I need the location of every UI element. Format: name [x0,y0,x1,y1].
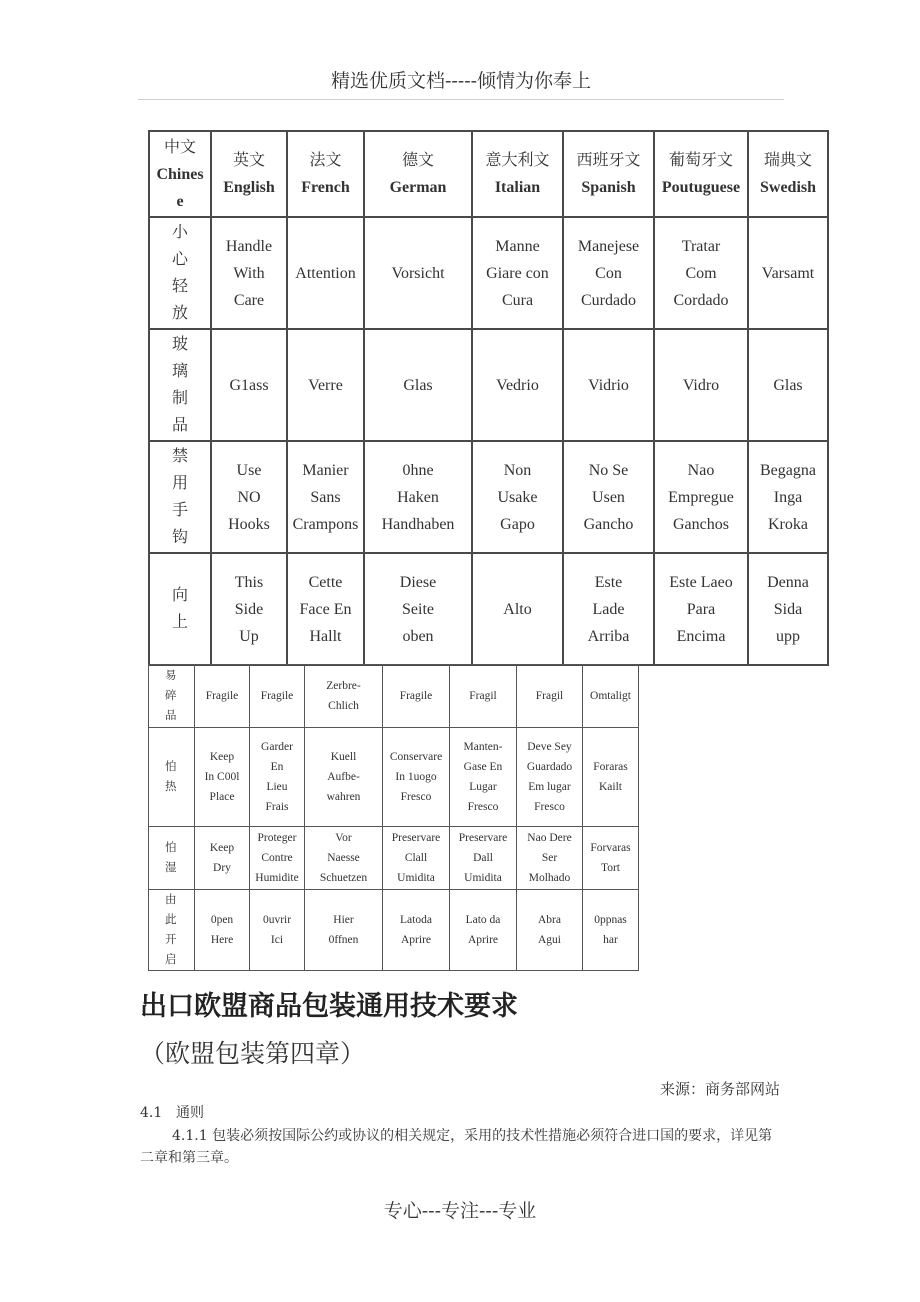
table-cell: 玻 璃 制 品 [149,329,211,441]
table-cell: 禁 用 手 钩 [149,441,211,553]
table-cell: 0uvrir Ici [250,890,305,971]
table-row [149,665,639,728]
table-cell: Denna Sida upp [748,553,828,665]
table-cell: 向 上 [149,553,211,665]
body-paragraph: 4.1.1 包装必须按国际公约或协议的相关规定，采用的技术性措施必须符合进口国的要求，详见第二章和第三章。 [140,1128,773,1166]
table-cell: G1ass [211,329,287,441]
table-cell: 小 心 轻 放 [149,217,211,329]
label-translation-table-1 [148,130,829,666]
table-cell: Hier 0ffnen [305,890,383,971]
table-cell: Verre [287,329,364,441]
table-cell: Manejese Con Curdado [563,217,654,329]
table-cell: Kuell Aufbe- wahren [305,728,383,827]
table1-header-cell: 西班牙文 Spanish [563,131,654,217]
table-cell: Manne Giare con Cura [472,217,563,329]
table-cell: Este Lade Arriba [563,553,654,665]
document-subtitle: （欧盟包装第四章） [140,1039,366,1068]
table-cell: Forvaras Tort [583,827,639,890]
table-row [149,827,639,890]
section-number: 4.1 [140,1105,163,1121]
table-cell: Este Laeo Para Encima [654,553,748,665]
table-row [149,553,828,665]
table-cell: Garder En Lieu Frais [250,728,305,827]
table-cell: Handle With Care [211,217,287,329]
table1-header-cell: 瑞典文 Swedish [748,131,828,217]
source-note: 来源：商务部网站 [659,1080,780,1098]
table-row [149,728,639,827]
table-cell: Cette Face En Hallt [287,553,364,665]
table-cell: This Side Up [211,553,287,665]
table-cell: 0ppnas har [583,890,639,971]
table-row [149,217,828,329]
table-cell: Vidro [654,329,748,441]
table-cell: Vidrio [563,329,654,441]
table-cell: Fragile [250,665,305,728]
table-cell: Vorsicht [364,217,472,329]
table-cell: Nao Empregue Ganchos [654,441,748,553]
section-heading [140,1102,204,1122]
table-cell: Fragile [383,665,450,728]
table-cell: Glas [364,329,472,441]
table1-header-row [149,131,828,217]
table-cell: Alto [472,553,563,665]
page-header: 精选优质文档-----倾情为你奉上 [138,66,784,100]
table-cell: Attention [287,217,364,329]
table-cell: Lato da Aprire [450,890,517,971]
table-cell: Nao Dere Ser Molhado [517,827,583,890]
table-cell: Proteger Contre Humidite [250,827,305,890]
table-cell: Begagna Inga Kroka [748,441,828,553]
table-cell: Keep Dry [195,827,250,890]
table-cell: 由 此 开 启 [149,890,195,971]
table-cell: Diese Seite oben [364,553,472,665]
table-cell: Abra Agui [517,890,583,971]
table1-header-cell: 葡萄牙文 Poutuguese [654,131,748,217]
table-cell: 怕 湿 [149,827,195,890]
table-cell: Preservare Clall Umidita [383,827,450,890]
table-cell: Non Usake Gapo [472,441,563,553]
table-cell: Use NO Hooks [211,441,287,553]
section-title: 通则 [176,1105,204,1121]
table-row [149,329,828,441]
document-title: 出口欧盟商品包装通用技术要求 [140,991,518,1022]
table-row [149,890,639,971]
table-cell: Tratar Com Cordado [654,217,748,329]
table-cell: Deve Sey Guardado Em lugar Fresco [517,728,583,827]
table-cell: Varsamt [748,217,828,329]
table-cell: Glas [748,329,828,441]
page-footer: 专心---专注---专业 [383,1200,537,1222]
table1-header-cell: 中文 Chines e [149,131,211,217]
table-cell: Foraras Kailt [583,728,639,827]
table-cell: Keep In C00l Place [195,728,250,827]
table1-header-cell: 德文 German [364,131,472,217]
table-cell: Omtaligt [583,665,639,728]
table-cell: Conservare In 1uogo Fresco [383,728,450,827]
table-cell: 怕 热 [149,728,195,827]
table-cell: Fragile [195,665,250,728]
table-cell: Fragil [450,665,517,728]
table-cell: 0hne Haken Handhaben [364,441,472,553]
table-cell: Preservare Dall Umidita [450,827,517,890]
table1-header-cell: 意大利文 Italian [472,131,563,217]
table-cell: No Se Usen Gancho [563,441,654,553]
table-cell: Vor Naesse Schuetzen [305,827,383,890]
table-cell: 0pen Here [195,890,250,971]
label-translation-table-2 [148,664,639,971]
table-cell: Manier Sans Crampons [287,441,364,553]
table-cell: Latoda Aprire [383,890,450,971]
table-row [149,441,828,553]
table-cell: Manten- Gase En Lugar Fresco [450,728,517,827]
table1-header-cell: 英文 English [211,131,287,217]
table1-header-cell: 法文 French [287,131,364,217]
table-cell: Zerbre- Chlich [305,665,383,728]
table-cell: 易 碎 品 [149,665,195,728]
table-cell: Vedrio [472,329,563,441]
table-cell: Fragil [517,665,583,728]
